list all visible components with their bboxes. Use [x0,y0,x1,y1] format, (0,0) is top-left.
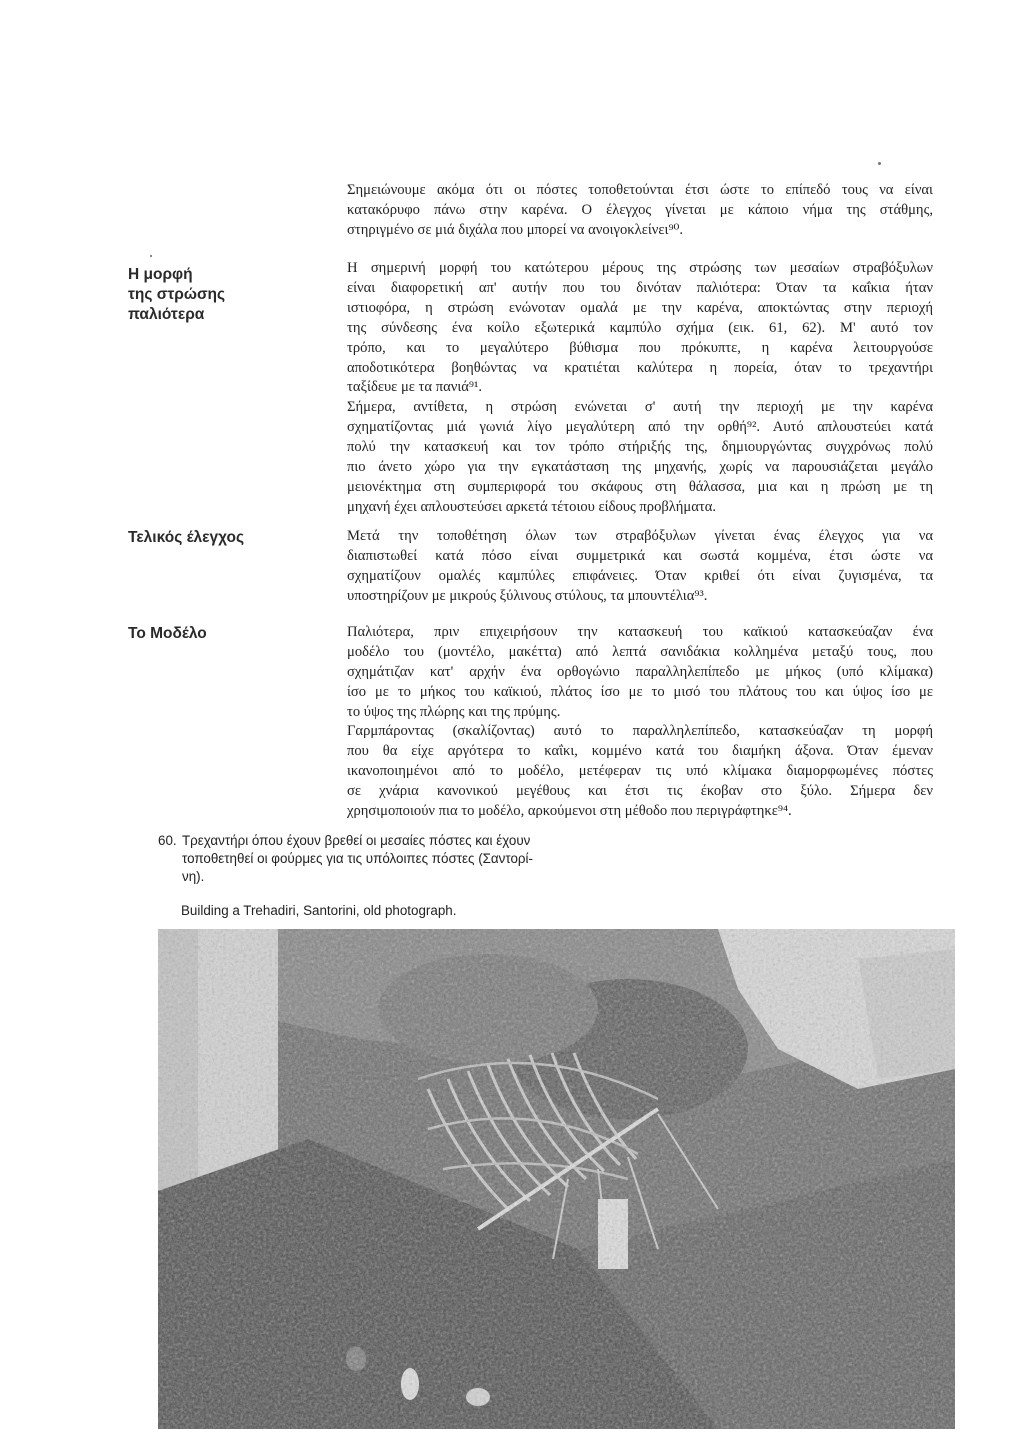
text-line: Γαρμπάροντας (σκαλίζοντας) αυτό το παραλληλεπίπεδο, κατασκεύαζαν τη μορφή [347,723,933,739]
text-line: μειονέκτημα στη συμπεριφορά του σκάφους στη θάλασσα, μια και η πρώση με τη [347,478,933,495]
paragraph-model-b [347,722,933,822]
paragraph-final-check [347,527,933,607]
text-line: της σύνδεσης ένα κοίλο εξωτερικά καμπύλο σχήμα (εικ. 61, 62). Μ' αυτό τον [347,319,933,336]
text-line: Παλιότερα, πριν επιχειρήσουν την κατασκευή του καϊκιού κατασκεύαζαν ένα [347,624,933,640]
text-line: Η σημερινή μορφή του κατώτερου μέρους της στρώσης των μεσαίων στραβόξυλων [347,260,933,276]
text-line: σχηματίζοντας μιά γωνιά λίγο μεγαλύτερη από την ορθή⁹². Αυτό απλουστεύει κατά [347,418,933,435]
paragraph-form-old-b [347,398,933,517]
figure-caption [158,832,578,886]
text-line: σχηματίζουν ομαλές καμπύλες επιφάνειες. Όταν κριθεί ότι είναι ζυγισμένα, τα [347,567,933,584]
heading-line: της στρώσης [128,286,226,303]
caption-line: νη). [182,869,205,884]
heading-line: Τελικός έλεγχος [128,529,245,546]
heading-line: Το Μοδέλο [128,625,207,642]
caption-english: Building a Trehadiri, Santorini, old photograph. [181,903,457,918]
paragraph-intro [347,181,933,241]
text-line: μηχανή έχει απλουστεύσει αρκετά τέτοιου είδους προβλήματα. [347,498,716,515]
text-line: μοδέλο του (μοντέλο, μακέττα) από λεπτά σανιδάκια κολλημένα μεταξύ τους, που [347,643,933,660]
text-line: σχημάτιζαν κατ' αρχήν ένα ορθογώνιο παραλληλεπίπεδο με μήκος (υπό κλίμακα) [347,663,933,680]
text-line: διαπιστωθεί κατά πόσο είναι συμμετρικά και σωστά κομμένα, έτσι ώστε να [347,547,933,564]
text-line: αποδοτικότερα βοηθώντας να κρατιέται καλύτερα η πορεία, όταν το τρεχαντήρι [347,359,933,376]
speck [878,162,881,165]
text-line: χρησιμοποιούν πια το μοδέλο, αρκούμενοι στη μέθοδο που περιγράφτηκε⁹⁴. [347,802,792,819]
text-line: είναι διαφορετική απ' αυτήν που του δινόταν παλιότερα: Όταν τα καΐκια ήταν [347,279,933,296]
text-line: ταξίδευε με τα πανιά⁹¹. [347,379,483,396]
text-line: στηριγμένο σε μιά διχάλα που μπορεί να ανοιγοκλείνει⁹⁰. [347,221,684,238]
side-heading-final-check [128,528,298,548]
side-heading-form-old [128,265,298,325]
photograph [158,929,955,1429]
text-line: που θα είχε αργότερα το καΐκι, κομμένο κατά του διαμήκη άξονα. Όταν έμεναν [347,742,933,759]
text-line: Σημειώνουμε ακόμα ότι οι πόστες τοποθετούνται έτσι ώστε το επίπεδό τους να είναι [347,182,933,198]
text-line: σε χνάρια κανονικού μεγέθους και έτσι τις έκοβαν στο ξύλο. Σήμερα δεν [347,782,933,799]
paragraph-model-a [347,623,933,723]
caption-line: Τρεχαντήρι όπου έχουν βρεθεί οι μεσαίες πόστες και έχουν [182,833,531,848]
figure-number: 60. [158,833,177,848]
caption-line: τοποθετηθεί οι φούρμες για τις υπόλοιπες πόστες (Σαντορί- [182,851,533,866]
heading-line: παλιότερα [128,306,205,323]
heading-line: Η μορφή [128,266,193,283]
text-line: Μετά την τοποθέτηση όλων των στραβόξυλων γίνεται ένας έλεγχος για να [347,528,933,544]
text-line: πιο άνετο χώρο για την εγκατάσταση της μηχανής, χωρίς να παρουσιάζεται μεγάλο [347,458,933,475]
side-heading-model [128,624,298,644]
text-line: ιστιοφόρα, η στρώση ενώνοταν ομαλά με την καρένα, αποκτώντας στην περιοχή [347,299,933,316]
text-line: ίσο με το μήκος του καϊκιού, πλάτος ίσο με το μισό του πλάτους του και ύψος ίσο με [347,683,933,700]
paragraph-form-old-a [347,259,933,398]
text-line: Σήμερα, αντίθετα, η στρώση ενώνεται σ' αυτή την περιοχή με την καρένα [347,399,933,415]
text-line: κατακόρυφο πάνω στην καρένα. Ο έλεγχος γίνεται με κάποιο νήμα της στάθμης, [347,201,933,218]
text-line: υποστηρίζουν με μικρούς ξύλινους στύλους, τα μπουντέλια⁹³. [347,587,708,604]
text-line: πολύ την κατασκευή και τον τρόπο στήριξής της, δημιουργώντας συγχρόνως πολύ [347,438,933,455]
text-line: ικανοποιημένοι από το μοδέλο, μετέφεραν τις υπό κλίμακα διαμορφωμένες πόστες [347,762,933,779]
text-line: το ύψος της πλώρης και της πρύμης. [347,703,561,720]
boat-hull-photo-image [158,929,955,1429]
speck [150,255,152,257]
text-line: τρόπο, και το μεγαλύτερο βύθισμα που πρόκυπτε, η καρένα λειτουργούσε [347,339,933,356]
